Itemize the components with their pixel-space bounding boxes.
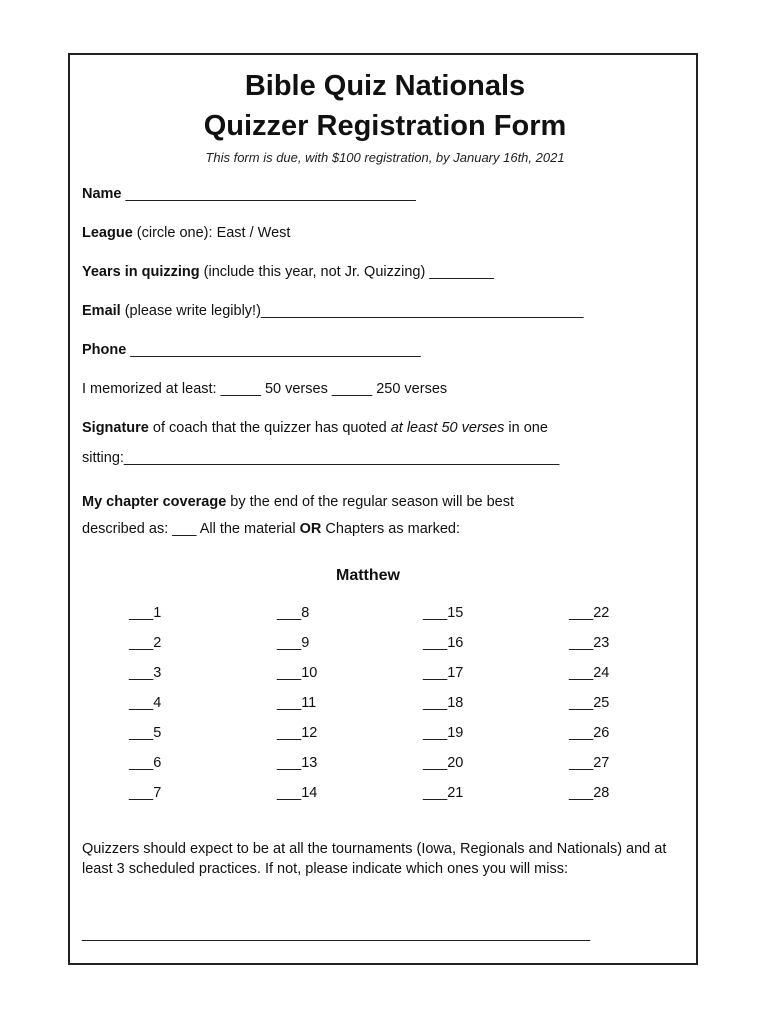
chapter-checkbox[interactable]: ___13	[277, 755, 318, 771]
chapter-checkbox[interactable]: ___19	[423, 725, 464, 741]
chapter-checkbox[interactable]: ___4	[129, 695, 162, 711]
form-title-line2: Quizzer Registration Form	[203, 110, 567, 142]
email-field[interactable]	[82, 303, 583, 319]
book-heading: Matthew	[336, 567, 400, 584]
due-date-note: This form is due, with $100 registration, by January 16th, 2021	[205, 150, 565, 165]
chapter-checkbox[interactable]: ___24	[569, 665, 610, 681]
years-field[interactable]	[82, 264, 494, 280]
chapter-checkbox[interactable]: ___5	[129, 725, 162, 741]
chapter-checkbox[interactable]: ___18	[423, 695, 464, 711]
chapter-checkbox[interactable]: ___23	[569, 635, 610, 651]
chapter-checkbox[interactable]: ___10	[277, 665, 318, 681]
chapters-marked-option: Chapters as marked:	[321, 521, 460, 537]
chapter-checkbox[interactable]: ___6	[129, 755, 162, 771]
email-blank[interactable]: (please write legibly!)________________________________________	[120, 303, 584, 319]
chapter-checkbox[interactable]: ___16	[423, 635, 464, 651]
chapter-checkbox[interactable]: ___11	[277, 695, 317, 711]
chapter-checkbox[interactable]: ___9	[277, 635, 310, 651]
chapter-checkbox[interactable]: ___12	[277, 725, 318, 741]
league-field[interactable]	[82, 225, 290, 241]
signature-statement	[82, 420, 548, 436]
coverage-text: by the end of the regular season will be best	[226, 494, 515, 510]
or-label: OR	[299, 521, 322, 537]
coverage-label: My chapter coverage	[82, 494, 227, 510]
name-field[interactable]	[82, 186, 416, 202]
name-label: Name	[82, 186, 122, 202]
memorized-field[interactable]: I memorized at least: _____ 50 verses _____ 250 verses	[82, 381, 448, 397]
attendance-note: Quizzers should expect to be at all the tournaments (Iowa, Regionals and Nationals) and at least 3 scheduled practices. If not, please indicate which ones you will miss:	[82, 841, 667, 877]
chapter-checkbox[interactable]: ___25	[569, 695, 610, 711]
email-label: Email	[82, 303, 121, 319]
league-options[interactable]: (circle one): East / West	[132, 225, 291, 241]
all-material-option[interactable]: described as: ___ All the material	[82, 521, 300, 537]
chapter-checkbox[interactable]: ___20	[423, 755, 464, 771]
signature-blank[interactable]: sitting:______________________________________________________	[82, 450, 560, 466]
phone-field[interactable]	[82, 342, 421, 358]
phone-blank[interactable]: ____________________________________	[126, 342, 421, 358]
coverage-statement	[82, 494, 514, 510]
signature-text-b: in one	[504, 420, 548, 436]
missed-events-blank[interactable]: _______________________________________________________________	[82, 926, 591, 942]
chapter-checkbox[interactable]: ___17	[423, 665, 464, 681]
form-title-line1: Bible Quiz Nationals	[244, 70, 526, 102]
chapter-checkbox[interactable]: ___27	[569, 755, 610, 771]
phone-label: Phone	[82, 342, 127, 358]
league-label: League	[82, 225, 133, 241]
coverage-options[interactable]	[82, 521, 460, 537]
name-blank[interactable]: ____________________________________	[121, 186, 416, 202]
chapter-checkbox[interactable]: ___15	[423, 605, 464, 621]
chapter-checkbox[interactable]: ___28	[569, 785, 610, 801]
chapter-checkbox[interactable]: ___21	[423, 785, 464, 801]
chapter-checkbox[interactable]: ___26	[569, 725, 610, 741]
signature-text-a: of coach that the quizzer has quoted	[148, 420, 391, 436]
signature-label: Signature	[82, 420, 149, 436]
years-label: Years in quizzing	[82, 264, 200, 280]
chapter-checkbox[interactable]: ___8	[277, 605, 310, 621]
chapter-checkbox[interactable]: ___22	[569, 605, 610, 621]
chapter-checkbox[interactable]: ___14	[277, 785, 318, 801]
years-blank[interactable]: (include this year, not Jr. Quizzing) ________	[199, 264, 494, 280]
chapter-checkbox[interactable]: ___2	[129, 635, 162, 651]
chapter-checkbox[interactable]: ___1	[129, 605, 162, 621]
signature-emphasis: at least 50 verses	[390, 420, 505, 436]
chapter-checkbox[interactable]: ___7	[129, 785, 162, 801]
chapter-checkbox[interactable]: ___3	[129, 665, 162, 681]
